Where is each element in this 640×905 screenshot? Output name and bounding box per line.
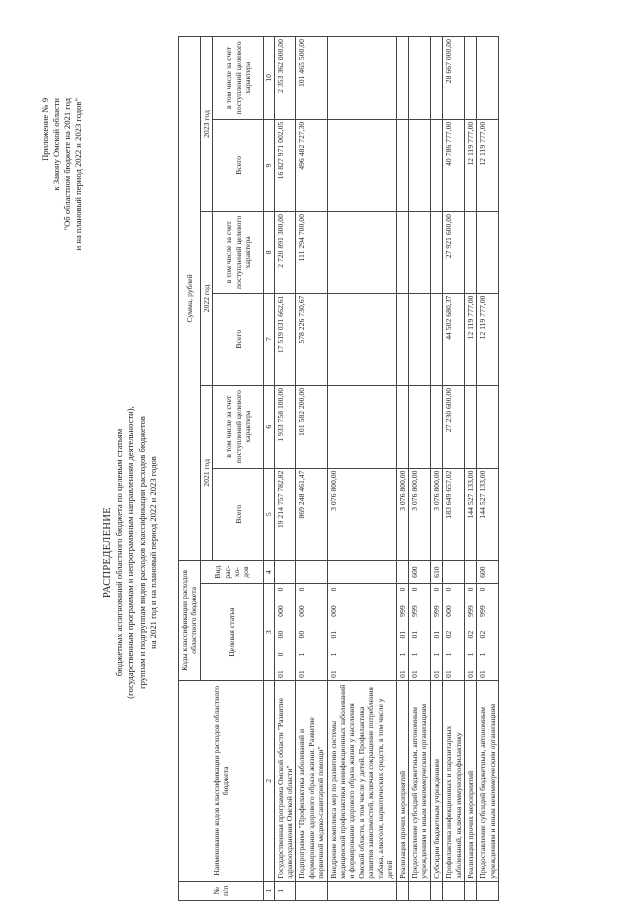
row-2023-total: 12 119 777,00 [477,119,499,211]
row-target-article [327,584,396,681]
header-name: Наименование кодов классификации расходов областного бюджета [179,681,264,882]
row-2021-total: 183 649 657,02 [443,468,465,560]
row-2022-targeted [396,212,408,294]
row-number [477,881,499,900]
row-expense-type: 600 [477,560,499,584]
row-name: Профилактика инфекционных и паразитарных заболеваний, включая иммунопрофилактику [443,681,465,882]
row-2021-total: 869 248 461,47 [296,468,327,560]
code-segment: 02 [444,630,454,639]
code-segment: 02 [465,630,475,639]
header-targeted: в том числе за счет поступлений целевого характера [213,37,264,120]
row-2023-targeted: 2 353 362 000,00 [274,37,296,120]
row-name: Субсидии бюджетным учреждениям [430,681,442,882]
row-expense-type [464,560,476,584]
code-segment: 0 [297,587,307,592]
table-row [464,37,476,901]
header-total: Всего [213,119,264,211]
row-2023-total: 16 827 971 002,05 [274,119,296,211]
row-2021-total: 144 527 133,00 [464,468,476,560]
title-line: бюджетных ассигнований областного бюджета по целевым статьям [114,428,125,677]
row-2023-total: 40 786 777,00 [443,119,465,211]
table-row [396,37,408,901]
row-name: Государственная программа Омской области "Развитие здравоохранения Омской области" [274,681,296,882]
code-segment: 01 [328,630,338,639]
row-2021-targeted [396,385,408,468]
header-total: Всего [213,468,264,560]
row-expense-type [274,560,296,584]
code-segment: 01 [465,670,475,678]
row-2022-targeted [408,212,430,294]
header-year-2022: 2022 год [200,212,212,386]
table-row [274,37,296,901]
row-expense-type [443,560,465,584]
code-segment: 1 [478,652,488,657]
code-segment: 000 [444,605,454,617]
title-line: (государственным программам и непрограммным направлениям деятельности), [125,406,136,699]
row-expense-type [296,560,327,584]
budget-table [178,36,499,901]
row-2022-targeted: 2 720 891 300,00 [274,212,296,294]
row-2022-total: 12 119 777,00 [477,293,499,385]
row-2021-total: 3 076 800,00 [327,468,396,560]
row-expense-type: 610 [430,560,442,584]
code-segment: 01 [431,670,441,678]
column-number: 9 [264,119,274,211]
row-2021-targeted [408,385,430,468]
code-segment: 999 [409,605,419,617]
column-number: 4 [264,560,274,584]
row-2022-total [408,293,430,385]
code-segment: 01 [478,670,488,678]
code-segment: 0 [478,587,488,592]
row-target-article [296,584,327,681]
code-segment: 000 [328,605,338,617]
column-number: 7 [264,293,274,385]
row-2023-targeted [464,37,476,120]
row-name: Реализация прочих мероприятий [464,681,476,882]
header-codes: Коды классификации расходов областного бюджета [179,560,201,680]
code-segment: 1 [297,652,307,657]
row-2023-targeted [430,37,442,120]
row-2021-targeted [477,385,499,468]
title-line: группам и подгруппам видов расходов классификации расходов бюджетов [136,416,147,689]
row-number [464,881,476,900]
code-segment: 999 [397,605,407,617]
title-line: на 2021 год и на плановый период 2022 и 2023 годов [147,456,158,649]
document-title [102,240,159,865]
row-2021-total: 3 076 800,00 [396,468,408,560]
row-target-article [396,584,408,681]
row-target-article [477,584,499,681]
code-segment: 00 [275,630,285,639]
row-2023-total [430,119,442,211]
header-targeted: в том числе за счет поступлений целевого характера [213,385,264,468]
appendix-line: и на плановый период 2022 и 2023 годов" [73,98,83,251]
row-2022-total [430,293,442,385]
header-year-2023: 2023 год [200,37,212,212]
row-2022-targeted [327,212,396,294]
header-expense-type: Вид рас-хо-дов [200,560,263,584]
code-segment: 0 [431,587,441,592]
row-number [430,881,442,900]
code-segment: 999 [431,605,441,617]
table-row [430,37,442,901]
appendix-block [40,98,84,250]
row-name: Подпрограмма "Профилактика заболеваний и формирование здорового образа жизни. Развитие первичной медико-санитарной помощи" [296,681,327,882]
row-target-article [274,584,296,681]
column-number: 2 [264,681,274,882]
row-number [296,881,327,900]
row-2022-targeted [430,212,442,294]
row-2022-total: 17 519 031 662,61 [274,293,296,385]
row-2023-targeted: 28 667 000,00 [443,37,465,120]
table-row [296,37,327,901]
code-segment: 0 [275,587,285,592]
row-number: 1 [274,881,296,900]
column-number: 5 [264,468,274,560]
header-year-2021: 2021 год [200,385,212,560]
row-2023-total [327,119,396,211]
table-body [274,37,499,901]
row-target-article [464,584,476,681]
row-2021-targeted [327,385,396,468]
code-segment: 0 [444,587,454,592]
code-segment: 0 [409,587,419,592]
row-2022-total [396,293,408,385]
row-target-article [408,584,430,681]
appendix-line: "Об областном бюджете на 2021 год [62,98,72,231]
row-2022-total: 12 119 777,00 [464,293,476,385]
column-number: 1 [264,881,274,900]
column-number: 6 [264,385,274,468]
row-2022-targeted: 111 294 700,00 [296,212,327,294]
row-2023-targeted [477,37,499,120]
header-total: Всего [213,293,264,385]
header-target-article: Целевая статья [200,584,263,681]
code-segment: 1 [328,652,338,657]
row-name: Реализация прочих мероприятий [396,681,408,882]
appendix-line: к Закону Омской области [51,98,61,191]
column-number: 8 [264,212,274,294]
row-number [443,881,465,900]
row-2022-targeted [464,212,476,294]
row-expense-type: 600 [408,560,430,584]
code-segment: 00 [297,630,307,639]
code-segment: 1 [431,652,441,657]
row-2023-total: 496 482 727,30 [296,119,327,211]
code-segment: 02 [478,630,488,639]
row-2023-total [396,119,408,211]
code-segment: 0 [397,587,407,592]
table-row [327,37,396,901]
row-2022-total [327,293,396,385]
table-row [477,37,499,901]
code-segment: 999 [478,605,488,617]
code-segment: 01 [431,630,441,639]
row-expense-type [327,560,396,584]
row-2021-targeted: 27 230 600,00 [443,385,465,468]
row-2021-targeted: 1 933 758 100,00 [274,385,296,468]
row-2022-targeted [477,212,499,294]
row-target-article [443,584,465,681]
code-segment: 01 [297,670,307,678]
code-segment: 01 [409,630,419,639]
row-number [396,881,408,900]
code-segment: 0 [465,587,475,592]
row-2023-targeted [408,37,430,120]
table-row [408,37,430,901]
row-2023-targeted [327,37,396,120]
code-segment: 0 [275,652,285,657]
row-2023-total: 12 119 777,00 [464,119,476,211]
header-number: № п/п [179,881,264,900]
code-segment: 01 [397,630,407,639]
row-2021-targeted [430,385,442,468]
row-2022-total: 578 226 730,67 [296,293,327,385]
code-segment: 999 [465,605,475,617]
row-2023-targeted: 101 465 500,00 [296,37,327,120]
title-heading: РАСПРЕДЕЛЕНИЕ [102,507,113,598]
header-targeted: в том числе за счет поступлений целевого характера [213,212,264,294]
code-segment: 01 [328,670,338,678]
row-2021-targeted: 101 582 200,00 [296,385,327,468]
row-target-article [430,584,442,681]
column-number: 10 [264,37,274,120]
header-sum: Сумма, рублей [179,37,201,561]
code-segment: 1 [444,652,454,657]
code-segment: 0 [328,587,338,592]
row-2023-total [408,119,430,211]
row-name: Предоставление субсидий бюджетным, автономным учреждениям и иным некоммерческим организациям [408,681,430,882]
row-expense-type [396,560,408,584]
row-2021-targeted [464,385,476,468]
appendix-line: Приложение № 9 [40,98,50,161]
code-segment: 1 [465,652,475,657]
code-segment: 1 [397,652,407,657]
code-segment: 000 [275,605,285,617]
row-number [327,881,396,900]
row-2022-total: 44 502 680,37 [443,293,465,385]
column-number: 3 [264,584,274,681]
column-number-row [264,37,274,901]
code-segment: 01 [275,670,285,678]
code-segment: 000 [297,605,307,617]
code-segment: 01 [409,670,419,678]
row-2021-total: 3 076 800,00 [408,468,430,560]
code-segment: 01 [397,670,407,678]
row-2023-targeted [396,37,408,120]
row-2022-targeted: 27 921 600,00 [443,212,465,294]
table-row [443,37,465,901]
code-segment: 1 [409,652,419,657]
row-number [408,881,430,900]
row-name: Предоставление субсидий бюджетным, автономным учреждениям и иным некоммерческим организациям [477,681,499,882]
row-name: Внедрение комплекса мер по развитию системы медицинской профилактики неинфекционных заболеваний и формирование здорового образа жизни у населения Омской области, в том числе у детей. Профилактика развития зависимостей, включая сокращение потребления табака, алкоголя, наркотических средств, в том числе у детей [327,681,396,882]
row-2021-total: 3 076 800,00 [430,468,442,560]
row-2021-total: 19 214 757 782,82 [274,468,296,560]
row-2021-total: 144 527 133,00 [477,468,499,560]
code-segment: 01 [444,670,454,678]
